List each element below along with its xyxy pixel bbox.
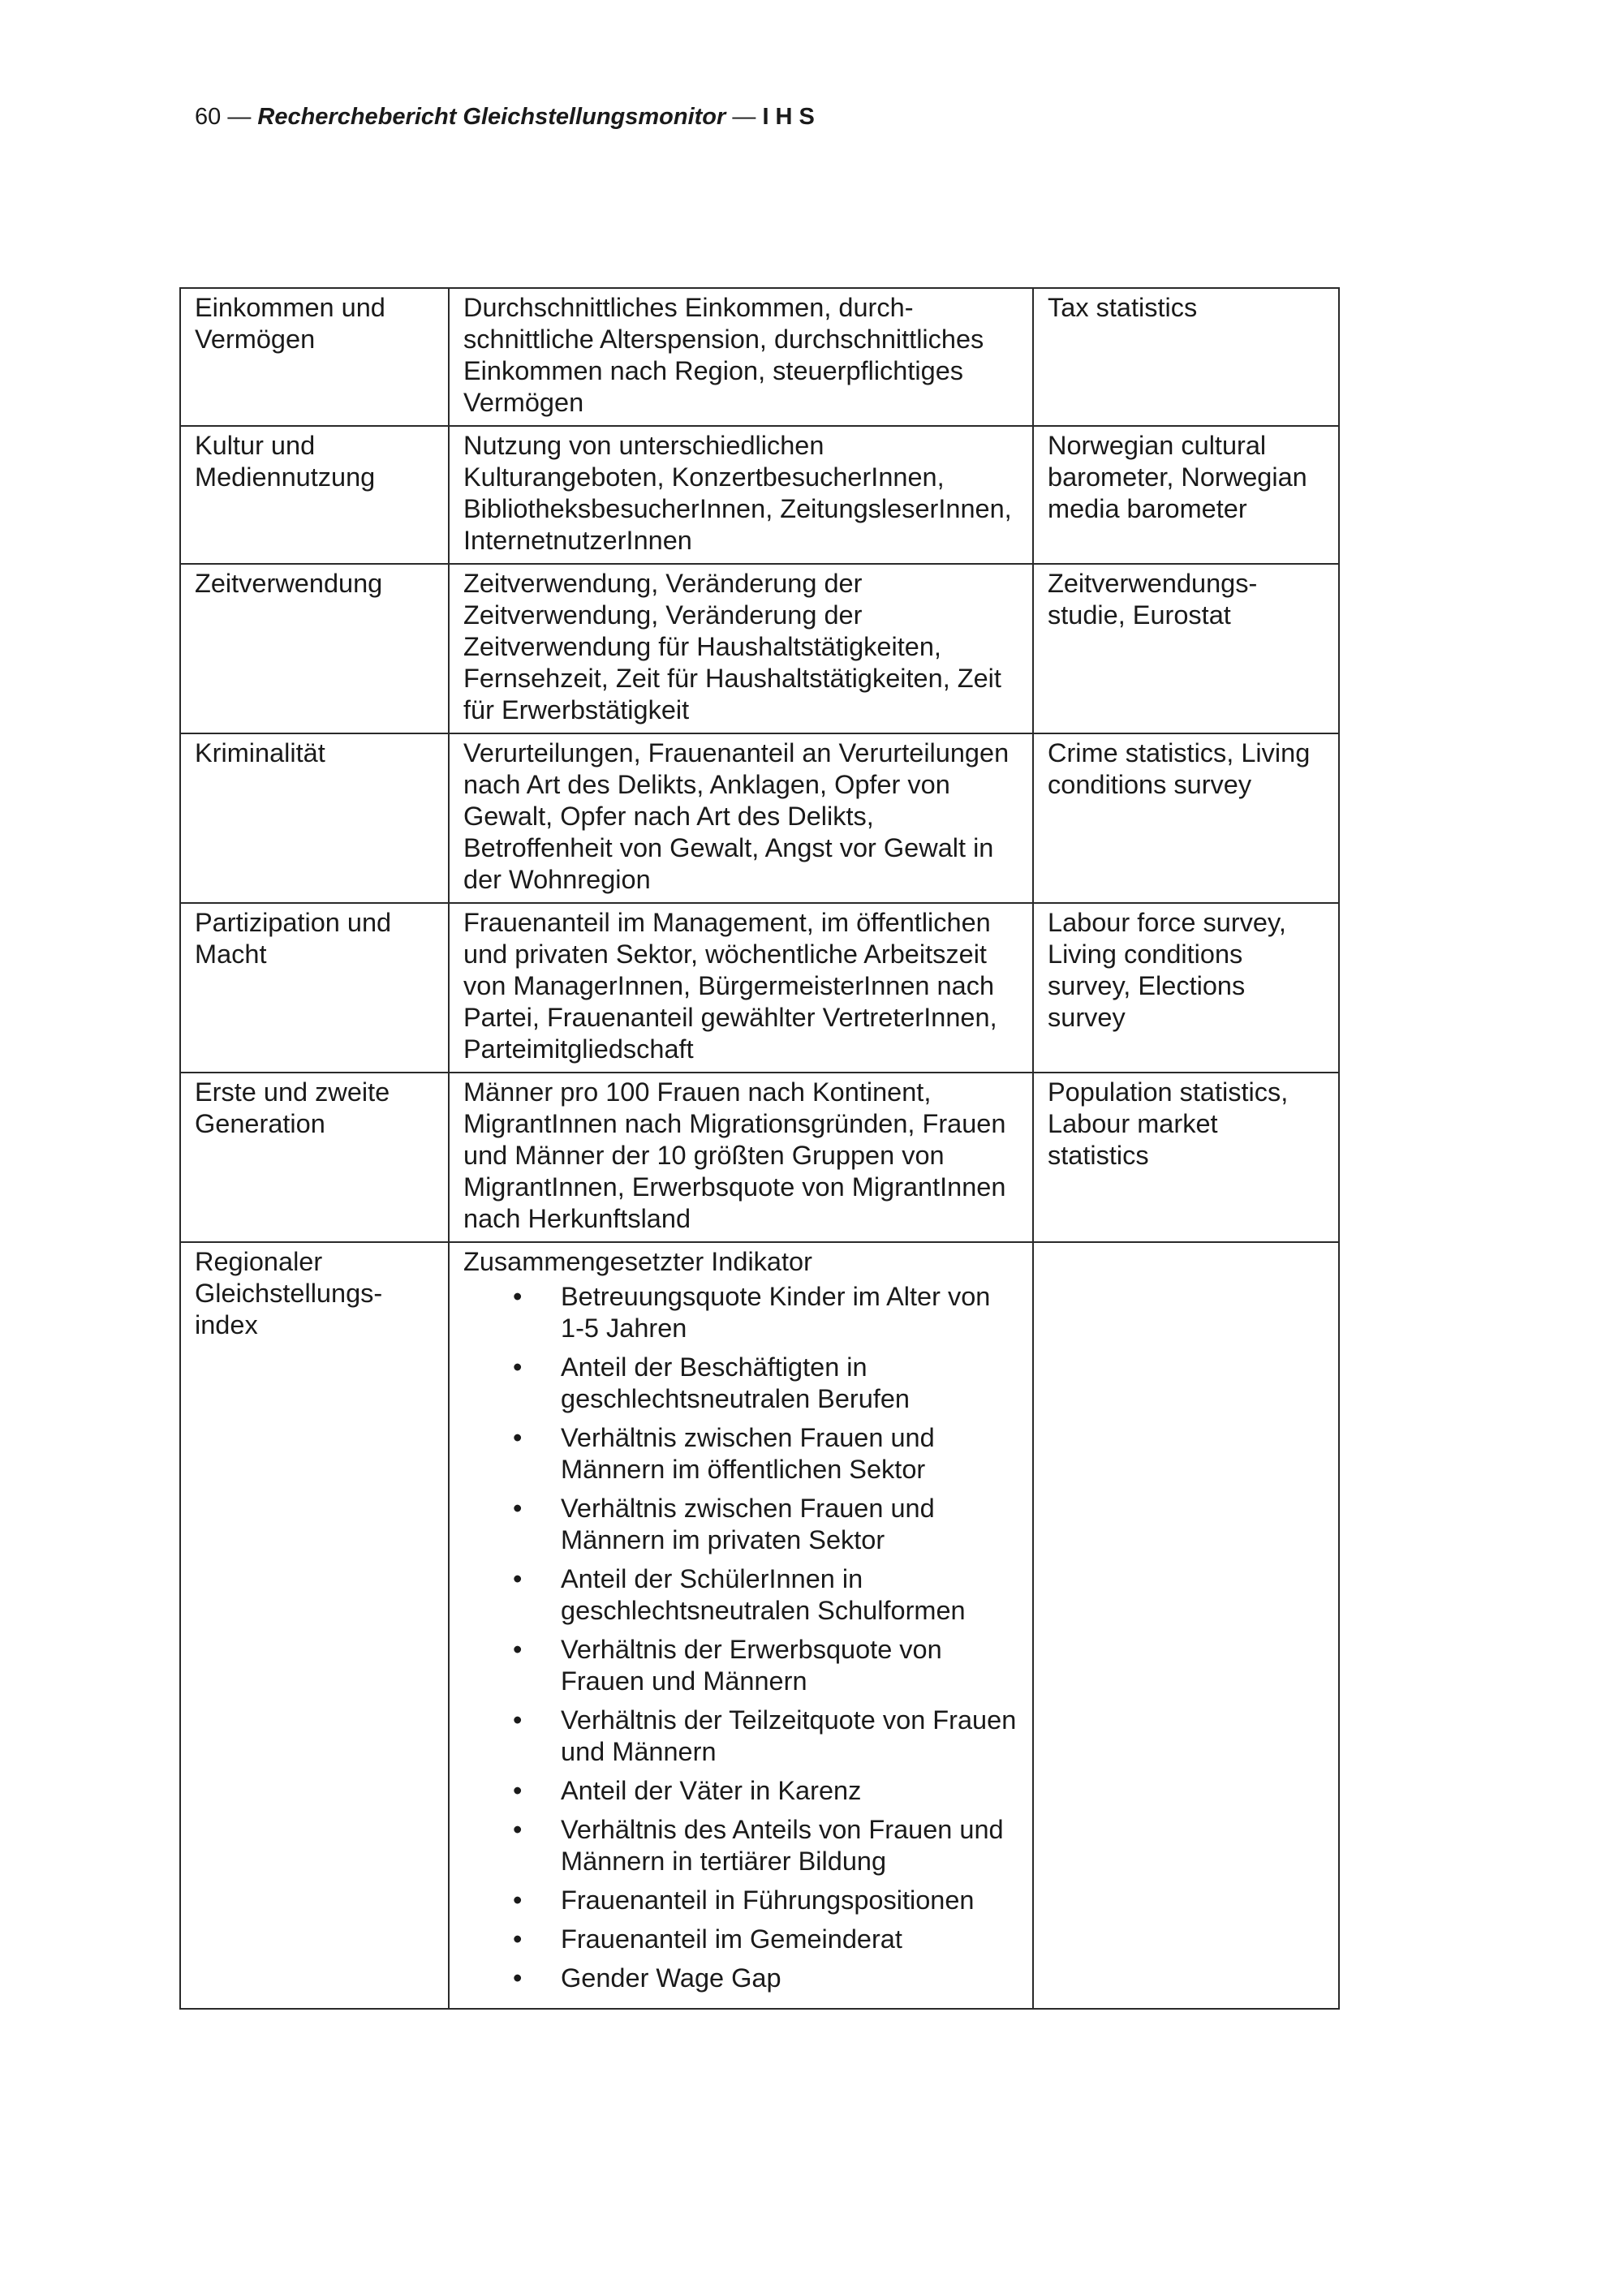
list-item xyxy=(463,1775,1019,1807)
composite-indicator-intro: Zusammengesetzter Indikator xyxy=(463,1247,812,1276)
sources-cell: Tax statistics xyxy=(1033,288,1339,426)
list-item xyxy=(463,1563,1019,1627)
bullet: • xyxy=(513,1423,523,1452)
bullet: • xyxy=(513,1494,523,1523)
component-text: Betreuungsquote Kinder im Alter von 1-5 Jahren xyxy=(561,1282,991,1343)
bullet: • xyxy=(513,1815,523,1844)
bullet: • xyxy=(513,1924,523,1954)
indicators-cell: Nutzung von unterschiedlichen Kulturangeboten, KonzertbesucherInnen, BibliotheksbesucherInnen, ZeitungsleserInnen, InternetnutzerInnen xyxy=(449,426,1033,564)
table-row xyxy=(180,733,1339,903)
list-item xyxy=(463,1281,1019,1344)
bullet: • xyxy=(513,1963,523,1993)
component-text: Anteil der Beschäftigten in geschlechtsneutralen Berufen xyxy=(561,1352,911,1413)
indicators-cell xyxy=(449,1242,1033,2009)
report-title: Recherchebericht Gleichstellungsmonitor xyxy=(257,104,726,130)
sources-cell: Crime statistics, Living conditions survey xyxy=(1033,733,1339,903)
indicators-cell: Frauenanteil im Management, im öffentlichen und privaten Sektor, wöchentliche Arbeitszeit von ManagerInnen, BürgermeisterInnen nach Partei, Frauenanteil gewählter VertreterInnen, Parteimitgliedschaft xyxy=(449,903,1033,1073)
sources-cell xyxy=(1033,1242,1339,2009)
area-cell: Regionaler Gleichstellungs-index xyxy=(180,1242,449,2009)
list-item xyxy=(463,1352,1019,1415)
list-item xyxy=(463,1705,1019,1768)
list-item xyxy=(463,1963,1019,1994)
table-row xyxy=(180,288,1339,426)
area-cell: Kultur und Mediennutzung xyxy=(180,426,449,564)
header-dash: — xyxy=(732,104,756,130)
component-text: Anteil der SchülerInnen in geschlechtsneutralen Schulformen xyxy=(561,1564,966,1625)
component-text: Verhältnis zwischen Frauen und Männern im öffentlichen Sektor xyxy=(561,1423,935,1484)
component-text: Frauenanteil in Führungspositionen xyxy=(561,1885,975,1915)
page-number: 60 xyxy=(195,104,222,130)
header-dash: — xyxy=(227,104,252,130)
component-text: Verhältnis zwischen Frauen und Männern im privaten Sektor xyxy=(561,1494,935,1554)
list-item xyxy=(463,1814,1019,1877)
page-header xyxy=(195,102,815,131)
component-list xyxy=(463,1281,1019,1994)
component-text: Verhältnis der Teilzeitquote von Frauen und Männern xyxy=(561,1705,1017,1766)
list-item xyxy=(463,1924,1019,1955)
bullet: • xyxy=(513,1776,523,1805)
sources-cell: Population statistics, Labour market statistics xyxy=(1033,1073,1339,1242)
table-row xyxy=(180,426,1339,564)
area-cell: Zeitverwendung xyxy=(180,564,449,733)
indicators-cell: Männer pro 100 Frauen nach Kontinent, MigrantInnen nach Migrationsgründen, Frauen und Männer der 10 größten Gruppen von MigrantInnen, Erwerbsquote von MigrantInnen nach Herkunftsland xyxy=(449,1073,1033,1242)
sources-cell: Zeitverwendungs-studie, Eurostat xyxy=(1033,564,1339,733)
bullet: • xyxy=(513,1885,523,1915)
list-item xyxy=(463,1885,1019,1916)
component-text: Anteil der Väter in Karenz xyxy=(561,1776,862,1805)
table-row xyxy=(180,1073,1339,1242)
area-cell: Einkommen und Vermögen xyxy=(180,288,449,426)
component-text: Gender Wage Gap xyxy=(561,1963,781,1993)
bullet: • xyxy=(513,1635,523,1664)
institute-name: I H S xyxy=(762,104,815,130)
bullet: • xyxy=(513,1705,523,1735)
sources-cell: Norwegian cultural barometer, Norwegian media barometer xyxy=(1033,426,1339,564)
table-row xyxy=(180,564,1339,733)
list-item xyxy=(463,1422,1019,1486)
bullet: • xyxy=(513,1564,523,1593)
bullet: • xyxy=(513,1352,523,1382)
list-item xyxy=(463,1493,1019,1556)
area-cell: Kriminalität xyxy=(180,733,449,903)
component-text: Verhältnis der Erwerbsquote von Frauen und Männern xyxy=(561,1635,942,1696)
area-cell: Partizipation und Macht xyxy=(180,903,449,1073)
indicators-cell: Zeitverwendung, Veränderung der Zeitverwendung, Veränderung der Zeitverwendung für Haushaltstätigkeiten, Fernsehzeit, Zeit für Haushaltstätigkeiten, Zeit für Erwerbstätigkeit xyxy=(449,564,1033,733)
sources-cell: Labour force survey, Living conditions survey, Elections survey xyxy=(1033,903,1339,1073)
table-row xyxy=(180,1242,1339,2009)
component-text: Frauenanteil im Gemeinderat xyxy=(561,1924,902,1954)
indicators-cell: Verurteilungen, Frauenanteil an Verurteilungen nach Art des Delikts, Anklagen, Opfer von Gewalt, Opfer nach Art des Delikts, Betroffenheit von Gewalt, Angst vor Gewalt in der Wohnregion xyxy=(449,733,1033,903)
area-cell: Erste und zweite Generation xyxy=(180,1073,449,1242)
indicators-cell: Durchschnittliches Einkommen, durch-schnittliche Alterspension, durchschnittliches Einkommen nach Region, steuerpflichtiges Vermögen xyxy=(449,288,1033,426)
component-text: Verhältnis des Anteils von Frauen und Männern in tertiärer Bildung xyxy=(561,1815,1004,1876)
bullet: • xyxy=(513,1282,523,1311)
table-row xyxy=(180,903,1339,1073)
list-item xyxy=(463,1634,1019,1697)
indicator-table xyxy=(179,287,1340,2010)
